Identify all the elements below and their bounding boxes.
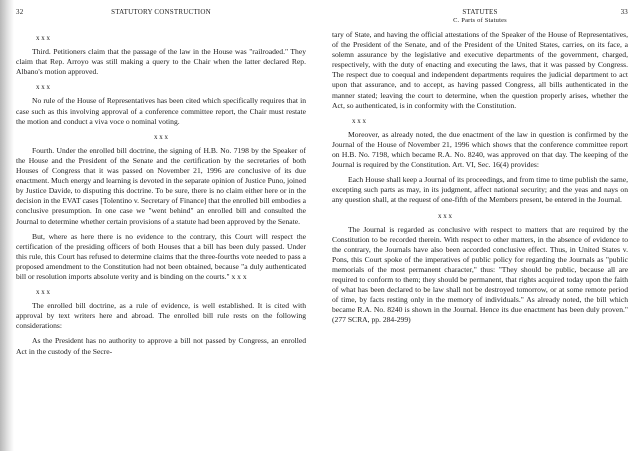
body-paragraph: No rule of the House of Representatives has been cited which specifically requires that in case such as this involving approval of a conference committee report, the Chair must restate the motion and conduct a viva voce o nominal voting. xyxy=(16,96,306,126)
ellipsis-marker: x x x xyxy=(154,132,168,141)
left-page-body xyxy=(16,33,306,357)
ellipsis-marker: x x x xyxy=(36,83,50,92)
right-header-title: STATUTES xyxy=(462,8,498,16)
body-paragraph: tary of State, and having the official attestations of the Speaker of the House of Representatives, of the President of the Senate, and of the President of the United States, carries, on its face, a solemn assurance by the legislative and executive departments of the government, charged, respectively, with the duty of enacting and executing the laws, that it was passed by Congress. The respect due to coequal and independent departments requires the judicial department to act upon that assurance, and to accept, as having passed Congress, all bills authenticated in the manner stated; leaving the court to determine, when the question properly arises, whether the Act, so authenticated, is in conformity with the Constitution. xyxy=(332,30,628,110)
right-page-header xyxy=(332,8,628,30)
ellipsis-marker: x x x xyxy=(438,211,452,220)
body-paragraph: Fourth. Under the enrolled bill doctrine, the signing of H.B. No. 7198 by the Speaker of the House and the President of the Senate and the certification by the secretaries of both Houses of Congress that it was passed on November 21, 1996 are conclusive of its due enactment. Much energy and learning is devoted in the separate opinion of Justice Puno, joined by Justice Davide, to disputing this doctrine. To be sure, there is no claim either here or in the decision in the EVAT cases [Tolentino v. Secretary of Finance] that the enrolled bill embodies a conclusive presumption. In one case we "went behind" an enrolled bill and consulted the Journal to determine whether certain provisions of a statute had been approved by the Senate. xyxy=(16,145,306,226)
left-page xyxy=(6,8,306,445)
ellipsis-marker: x x x xyxy=(36,288,50,297)
ellipsis-marker: x x x xyxy=(36,34,50,42)
body-paragraph: Moreover, as already noted, the due enactment of the law in question is confirmed by the Journal of the House of November 21, 1996 which shows that the conference committee report on H.B. No. 7198, which became R.A. No. 8240, was approved on that day. The keeping of the Journal is required by the Constitution. Art. VI, Sec. 16(4) provides: xyxy=(332,129,628,170)
right-page xyxy=(332,8,632,445)
left-page-number: 32 xyxy=(16,8,24,16)
body-paragraph: The enrolled bill doctrine, as a rule of evidence, is well established. It is cited with approval by text writers here and abroad. The enrolled bill rule rests on the following considerations: xyxy=(16,301,306,331)
body-paragraph: The Journal is regarded as conclusive with respect to matters that are required by the Constitution to be recorded therein. With respect to other matters, in the absence of evidence to the contrary, the Journals have also been accorded conclusive effect. Thus, in United States v. Pons, this Court spoke of the imperatives of public policy for regarding the Journals as "public memorials of the most permanent character," thus: "They should be public, because all are required to conform to them; they should be permanent, that rights acquired today upon the faith of what has been declared to be law shall not be destroyed tomorrow, or at some remote period of time, by facts resting only in the memory of individuals." As already noted, the bill which became R.A. No. 8240 is shown in the Journal. Hence its due enactment has been duly proven." (277 SCRA, pp. 284-299) xyxy=(332,224,628,325)
right-running-title xyxy=(350,8,610,24)
body-paragraph: But, where as here there is no evidence to the contrary, this Court will respect the certification of the presiding officers of both Houses that a bill has been duly passed. Under this rule, this Court has refused to determine claims that the three-fourths vote needed to pass a proposed amendment to the Constitution had not been obtained, because "a duly authenticated bill or resolution imports absolute verity and is binding on the courts." x x x xyxy=(16,231,306,281)
body-paragraph: Each House shall keep a Journal of its proceedings, and from time to time publish the same, excepting such parts as may, in its judgment, affect national security; and the yeas and nays on any question shall, at the request of one-fifth of the Members present, be entered in the Journal. xyxy=(332,175,628,205)
right-page-number: 33 xyxy=(620,8,628,16)
left-page-header xyxy=(16,8,306,30)
ellipsis-marker: x x x xyxy=(352,116,366,125)
right-page-body xyxy=(332,30,628,326)
body-paragraph: Third. Petitioners claim that the passage of the law in the House was "railroaded." They claim that Rep. Arroyo was still making a query to the Chair when the latter declared Rep. Albano's motion approved. xyxy=(16,47,306,77)
right-header-subtitle: C. Parts of Statutes xyxy=(453,17,507,24)
left-running-title: STATUTORY CONSTRUCTION xyxy=(111,8,211,16)
body-paragraph: As the President has no authority to approve a bill not passed by Congress, an enrolled Act in the custody of the Secre- xyxy=(16,336,306,356)
